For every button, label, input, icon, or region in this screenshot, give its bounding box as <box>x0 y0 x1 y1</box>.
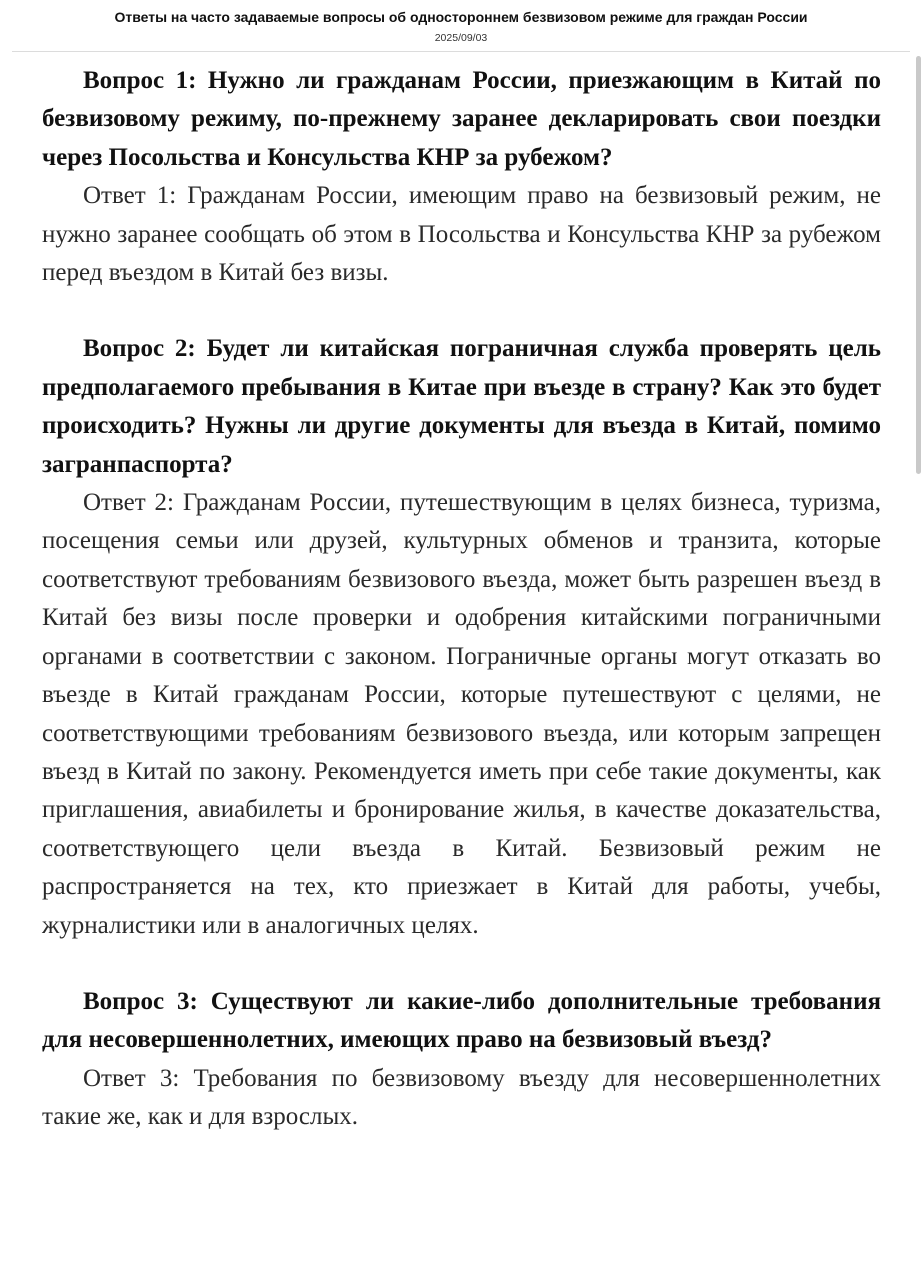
question-2: Вопрос 2: Будет ли китайская пограничная служба проверять цель предполагаемого пребывания в Китае при въезде в страну? Как это будет происходить? Нужны ли другие документы для въезда в Китай, помимо загранпаспорта? <box>42 335 881 478</box>
question-1: Вопрос 1: Нужно ли гражданам России, приезжающим в Китай по безвизовому режиму, по-прежнему заранее декларировать свои поездки через Посольства и Консульства КНР за рубежом? <box>42 67 881 171</box>
qa-item-3 <box>42 983 881 1137</box>
qa-item-2 <box>42 330 881 945</box>
answer-3: Ответ 3: Требования по безвизовому въезду для несовершеннолетних такие же, как и для взрослых. <box>42 1064 881 1131</box>
page-title: Ответы на часто задаваемые вопросы об одностороннем безвизовом режиме для граждан России <box>114 9 808 25</box>
publish-date: 2025/09/03 <box>434 32 488 44</box>
answer-1: Ответ 1: Гражданам России, имеющим право на безвизовый режим, не нужно заранее сообщать об этом в Посольства и Консульства КНР за рубежом перед въездом в Китай без визы. <box>42 182 881 287</box>
question-3: Вопрос 3: Существуют ли какие-либо дополнительные требования для несовершеннолетних, имеющих право на безвизовый въезд? <box>42 987 881 1054</box>
vertical-scrollbar[interactable] <box>916 56 921 474</box>
qa-item-1 <box>42 62 881 292</box>
article-body <box>42 62 881 1175</box>
page-header <box>12 0 910 52</box>
answer-2: Ответ 2: Гражданам России, путешествующим в целях бизнеса, туризма, посещения семьи или друзей, культурных обменов и транзита, которые соответствуют требованиям безвизового въезда, может быть разрешен въезд в Китай без визы после проверки и одобрения китайскими пограничными органами в соответствии с законом. Пограничные органы могут отказать во въезде в Китай гражданам России, которые путешествуют с целями, не соответствующими требованиям безвизового въезда, или которым запрещен въезд в Китай по закону. Рекомендуется иметь при себе такие документы, как приглашения, авиабилеты и бронирование жилья, в качестве доказательства, соответствующего цели въезда в Китай. Безвизовый режим не распространяется на тех, кто приезжает в Китай для работы, учебы, журналистики или в аналогичных целях. <box>42 489 881 939</box>
